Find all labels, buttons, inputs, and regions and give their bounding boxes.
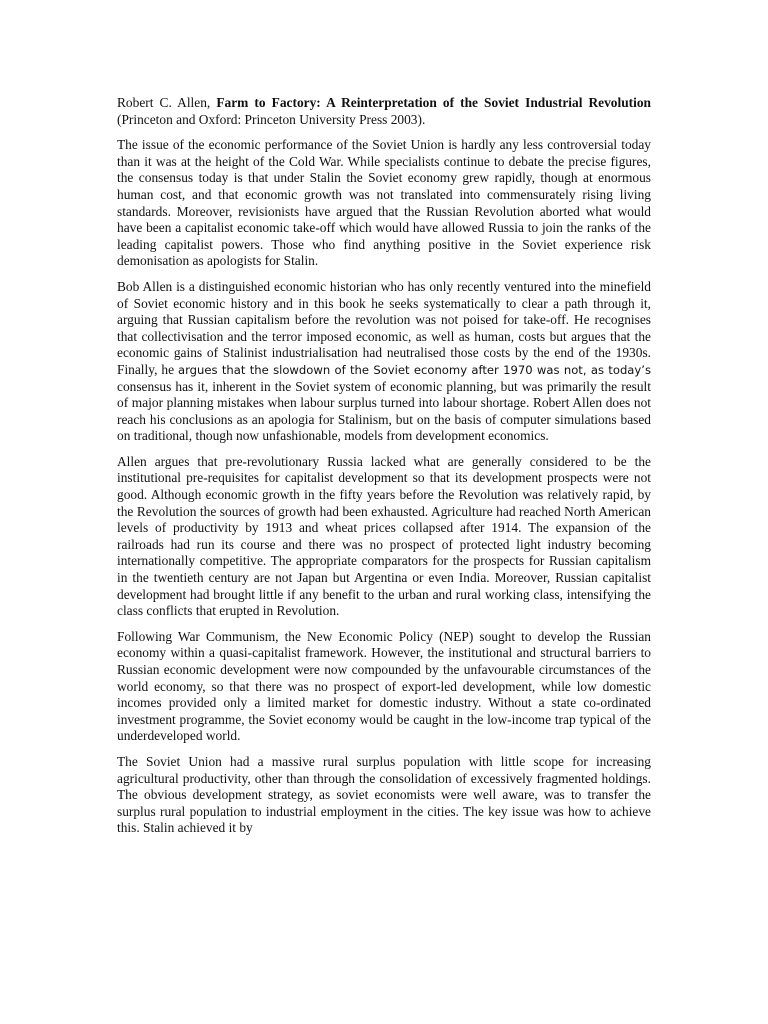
paragraph-2-part-1: Bob Allen is a distinguished economic historian who has only recently ventured into the minefield of Soviet economic history and in this book he seeks systematically to clear a path through it, arguing that Russian capitalism before the revolution was not poised for take-off. He recognises that collectivisation and the terror imposed economic, as well as human, costs but argues that the economic gains of Stalinist industrialisation had neutralised those costs by the end of the 1930s. Finally, he (117, 278, 651, 377)
paragraph-2-part-2: consensus has it, inherent in the Soviet system of economic planning, but was primarily the result of major planning mistakes when labour surplus turned into labour shortage. Robert Allen does not reach his conclusions as an apologia for Stalinism, but on the basis of computer simulations based on traditional, though now unfashionable, models from development economics. (117, 378, 651, 444)
paragraph-2 (117, 279, 651, 445)
citation-author: Robert C. Allen, (117, 95, 217, 110)
paragraph-4: Following War Communism, the New Economic Policy (NEP) sought to develop the Russian economy within a quasi-capitalist framework. However, the institutional and structural barriers to Russian economic development were now compounded by the unfavourable circumstances of the world economy, so that there was no prospect of export-led development, while low domestic incomes provided only a limited market for domestic industry. Without a state co-ordinated investment programme, the Soviet economy would be caught in the low-income trap typical of the underdeveloped world. (117, 628, 651, 744)
document-page (117, 95, 651, 846)
paragraph-2-sans-run: argues that the slowdown of the Soviet economy after 1970 was not, as today’s (178, 362, 651, 377)
paragraph-3: Allen argues that pre-revolutionary Russia lacked what are generally considered to be the institutional pre-requisites for capitalist development so that its development prospects were not good. Although economic growth in the fifty years before the Revolution was relatively rapid, by the Revolution the sources of growth had been exhausted. Agriculture had reached North American levels of productivity by 1913 and wheat prices collapsed after 1914. The expansion of the railroads had run its course and there was no prospect of protected light industry becoming internationally competitive. The appropriate comparators for the prospects for Russian capitalism in the twentieth century are not Japan but Argentina or even India. Moreover, Russian capitalist development had brought little if any benefit to the urban and rural working class, intensifying the class conflicts that erupted in Revolution. (117, 453, 651, 619)
book-title: Farm to Factory: A Reinterpretation of the Soviet Industrial Revolution (216, 95, 651, 110)
paragraph-1: The issue of the economic performance of the Soviet Union is hardly any less controversial today than it was at the height of the Cold War. While specialists continue to debate the precise figures, the consensus today is that under Stalin the Soviet economy grew rapidly, though at enormous human cost, and that economic growth was not translated into commensurately rising living standards. Moreover, revisionists have argued that the Russian Revolution aborted what would have been a capitalist economic take-off which would have allowed Russia to join the ranks of the leading capitalist powers. Those who find anything positive in the Soviet experience risk demonisation as apologists for Stalin. (117, 137, 651, 269)
citation-publication: (Princeton and Oxford: Princeton University Press 2003). (117, 111, 426, 127)
citation (117, 95, 651, 128)
paragraph-5: The Soviet Union had a massive rural surplus population with little scope for increasing agricultural productivity, other than through the consolidation of excessively fragmented holdings. The obvious development strategy, as soviet economists were well aware, was to transfer the surplus rural population to industrial employment in the cities. The key issue was how to achieve this. Stalin achieved it by (117, 753, 651, 836)
